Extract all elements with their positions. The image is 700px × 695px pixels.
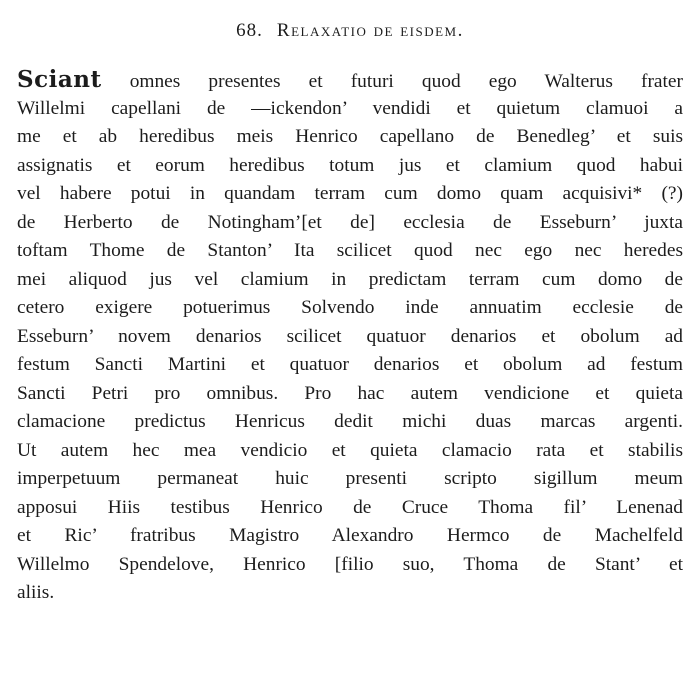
text-line: et Ric’ fratribus Magistro Alexandro Hermco de Machelfeld — [17, 525, 683, 546]
opening-word: Sciant — [17, 66, 102, 93]
text-line: Willelmi capellani de —ickendon’ vendidi et quietum clamuoi a — [17, 97, 683, 119]
document-heading — [0, 20, 700, 42]
text-line: aliis. — [17, 582, 55, 603]
charter-text — [17, 66, 683, 608]
charter-number: 68. — [236, 20, 263, 41]
text-line: Sancti Petri pro omnibus. Pro hac autem vendicione et quieta — [17, 382, 683, 404]
text-line: cetero exigere potuerimus Solvendo inde annuatim ecclesie de — [17, 297, 683, 318]
text-line: assignatis et eorum heredibus totum jus et clamium quod habui — [17, 154, 683, 176]
text-line: Esseburn’ novem denarios scilicet quatuor denarios et obolum ad — [17, 325, 683, 347]
text-line: me et ab heredibus meis Henrico capellano de Benedleg’ et suis — [17, 126, 683, 147]
text-line-content: omnes presentes et futuri quod ego Walterus frater — [129, 71, 683, 92]
text-line — [17, 66, 683, 95]
text-line: apposui Hiis testibus Henrico de Cruce Thoma fil’ Lenenad — [17, 496, 683, 518]
text-line: Willelmo Spendelove, Henrico [filio suo, Thoma de Stant’ et — [17, 553, 683, 575]
text-line: Ut autem hec mea vendicio et quieta clamacio rata et stabilis — [17, 439, 683, 461]
text-line: toftam Thome de Stanton’ Ita scilicet quod nec ego nec heredes — [17, 240, 683, 261]
text-line: festum Sancti Martini et quatuor denarios et obolum ad festum — [17, 354, 683, 375]
text-line: vel habere potui in quandam terram cum domo quam acquisivi* (?) — [17, 183, 683, 204]
charter-title: Relaxatio de eisdem. — [276, 20, 464, 41]
text-line: clamacione predictus Henricus dedit michi duas marcas argenti. — [17, 411, 683, 432]
text-line: mei aliquod jus vel clamium in predictam terram cum domo de — [17, 268, 683, 290]
text-line: imperpetuum permaneat huic presenti scripto sigillum meum — [17, 468, 683, 489]
text-line: de Herberto de Notingham’[et de] ecclesia de Esseburn’ juxta — [17, 211, 683, 233]
